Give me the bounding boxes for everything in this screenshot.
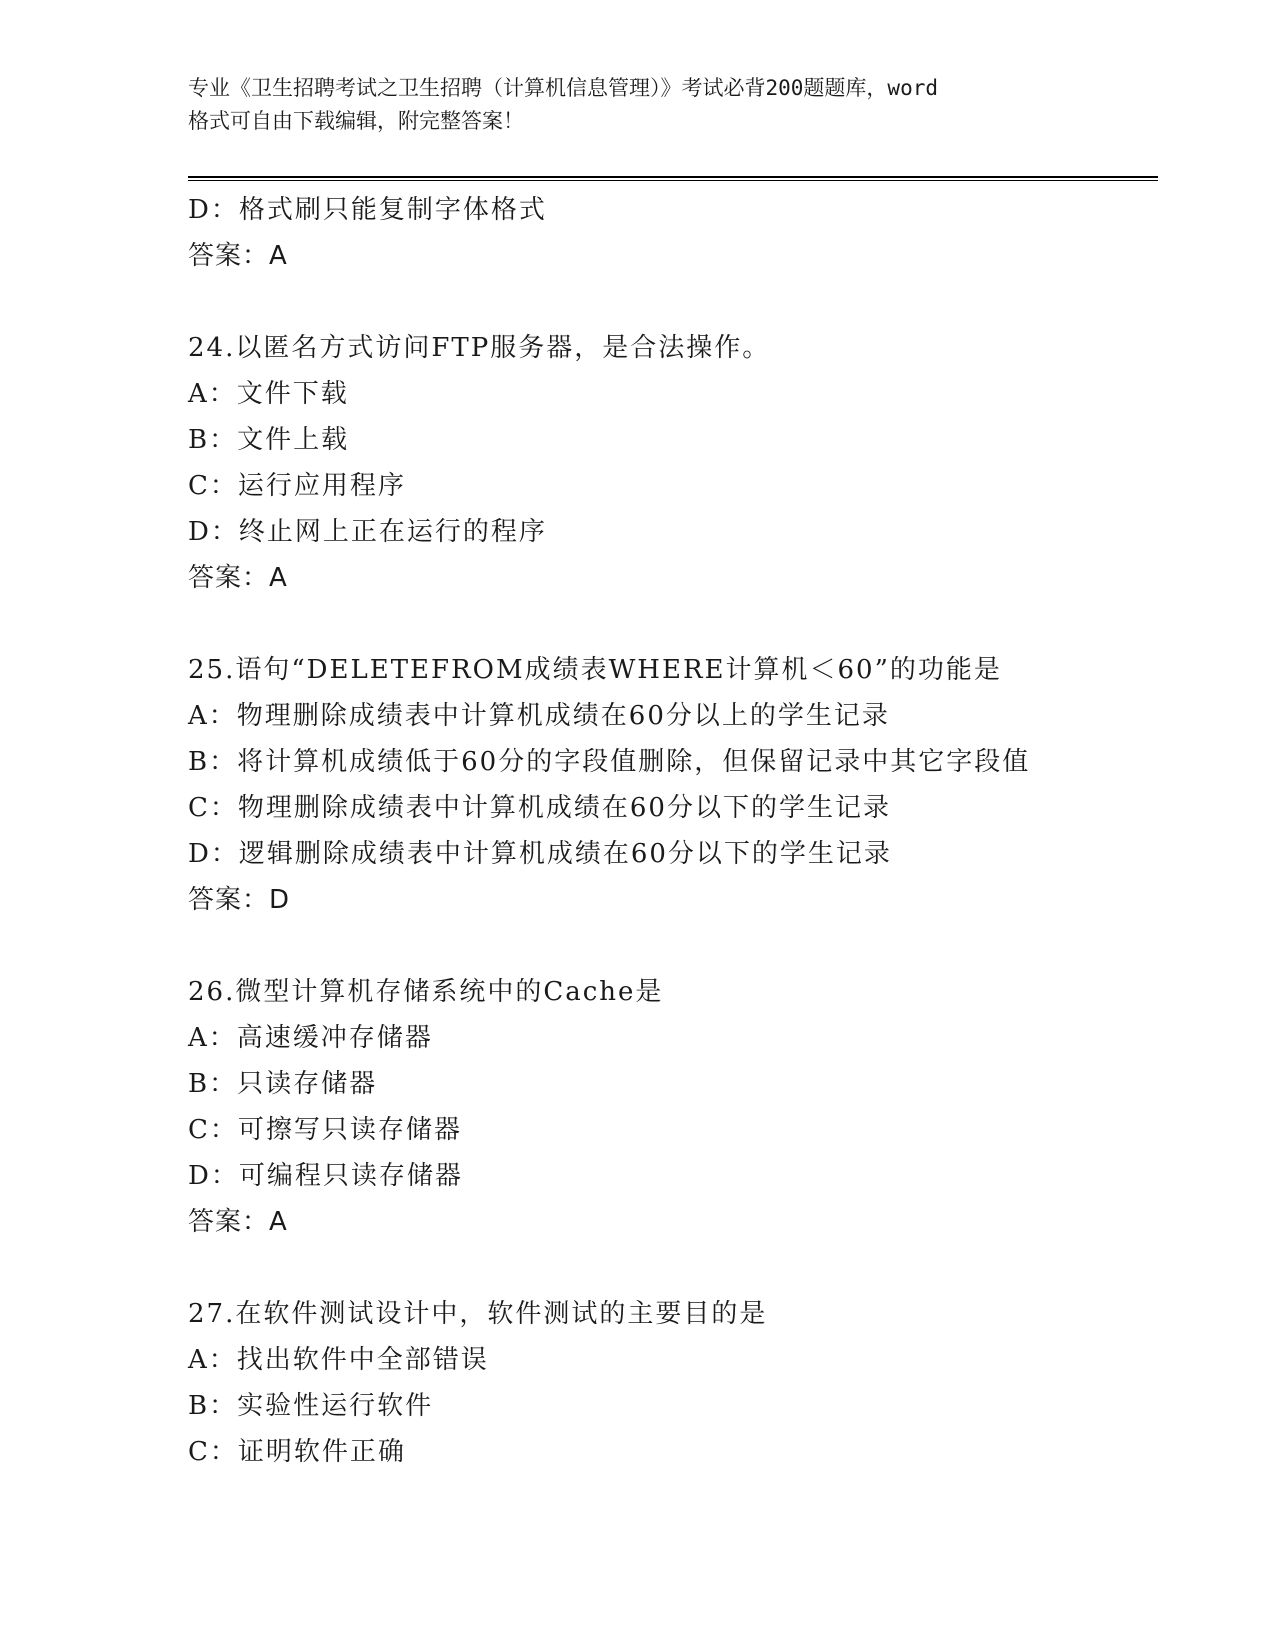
question-stem: 26.微型计算机存储系统中的Cache是 [188,977,664,1007]
answer: 答案：A [188,1207,288,1237]
question-stem: 27.在软件测试设计中，软件测试的主要目的是 [188,1299,768,1329]
answer: 答案：A [188,241,288,271]
option-c: C：证明软件正确 [188,1437,406,1467]
spacer [188,1245,1158,1291]
option-b: B：只读存储器 [188,1069,378,1099]
spacer [188,279,1158,325]
question-stem: 25.语句“DELETEFROM成绩表WHERE计算机＜60”的功能是 [188,655,1002,685]
header-line-2: 格式可自由下载编辑，附完整答案！ [188,109,524,133]
question-stem: 24.以匿名方式访问FTP服务器，是合法操作。 [188,333,771,363]
question-27 [188,1291,1158,1475]
option-d: D：可编程只读存储器 [188,1161,463,1191]
answer: 答案：D [188,885,291,915]
option-b: B：文件上载 [188,425,350,455]
option-d: D：终止网上正在运行的程序 [188,517,547,547]
option-a: A：高速缓冲存储器 [188,1023,433,1053]
spacer [188,601,1158,647]
option-a: A：物理删除成绩表中计算机成绩在60分以上的学生记录 [188,701,890,731]
spacer [188,923,1158,969]
question-26 [188,969,1158,1245]
option-b: B：实验性运行软件 [188,1391,434,1421]
option-b: B：将计算机成绩低于60分的字段值删除，但保留记录中其它字段值 [188,747,1031,777]
option-d: D：格式刷只能复制字体格式 [188,195,547,225]
question-list [188,187,1158,1475]
question-fragment [188,187,1158,279]
option-c: C：运行应用程序 [188,471,406,501]
answer: 答案：A [188,563,288,593]
question-25 [188,647,1158,923]
option-a: A：文件下载 [188,379,349,409]
header-line-1: 专业《卫生招聘考试之卫生招聘（计算机信息管理）》考试必背200题题库，word [188,76,938,100]
header-divider [188,176,1158,181]
option-c: C：物理删除成绩表中计算机成绩在60分以下的学生记录 [188,793,891,823]
option-c: C：可擦写只读存储器 [188,1115,462,1145]
page-header [188,72,1088,138]
option-d: D：逻辑删除成绩表中计算机成绩在60分以下的学生记录 [188,839,892,869]
option-a: A：找出软件中全部错误 [188,1345,489,1375]
question-24 [188,325,1158,601]
